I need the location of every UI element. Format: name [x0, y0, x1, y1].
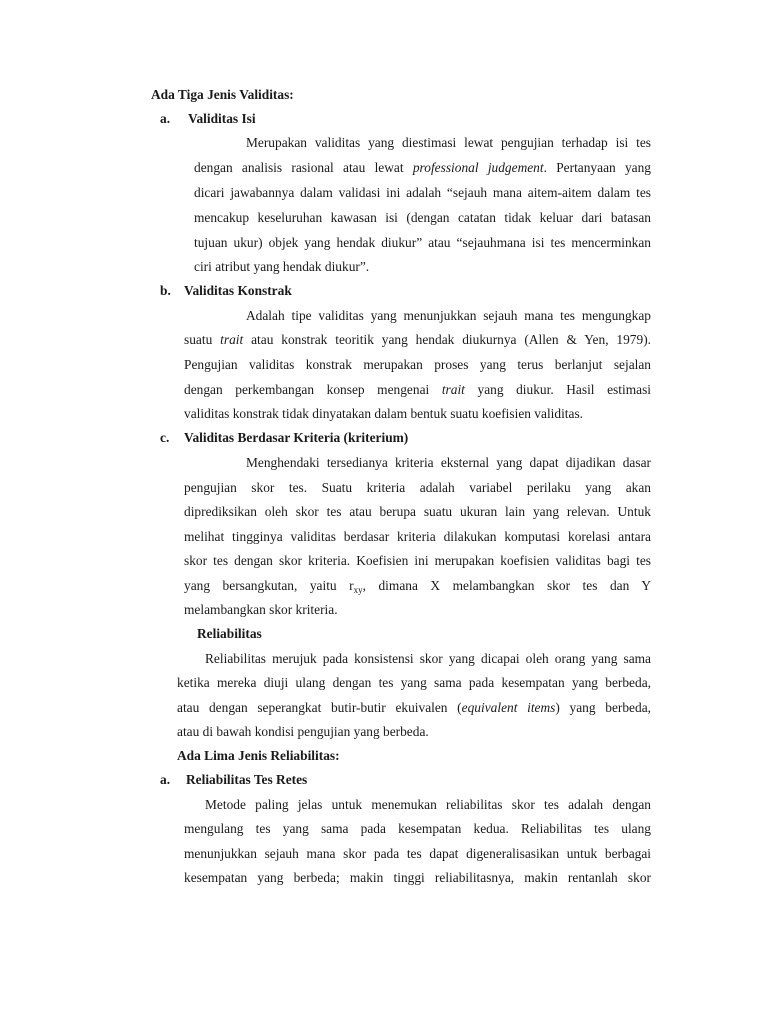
list-letter-a: a.	[160, 772, 171, 787]
paragraph-line: pengujian skor tes. Suatu kriteria adalah variabel perilaku yang akan	[184, 480, 651, 495]
paragraph-line: dicari jawabannya dalam validasi ini adalah “sejauh mana aitem-aitem dalam tes	[194, 185, 651, 200]
paragraph-line: melambangkan skor kriteria.	[184, 602, 338, 617]
paragraph-line: validitas konstrak tidak dinyatakan dalam bentuk suatu koefisien validitas.	[184, 406, 584, 421]
paragraph-line: Pengujian validitas konstrak merupakan proses yang terus berlanjut sejalan	[184, 357, 651, 372]
heading-jenis-validitas: Ada Tiga Jenis Validitas:	[151, 87, 294, 102]
paragraph-line: Reliabilitas merujuk pada konsistensi skor yang dicapai oleh orang yang sama	[205, 651, 651, 666]
paragraph-line: menunjukkan sejauh mana skor pada tes dapat digeneralisasikan untuk berbagai	[184, 846, 651, 861]
paragraph-line: mengulang tes yang sama pada kesempatan kedua. Reliabilitas tes ulang	[184, 821, 651, 836]
paragraph-line: ciri atribut yang hendak diukur”.	[194, 259, 370, 274]
paragraph-line: suatu trait atau konstrak teoritik yang hendak diukurnya (Allen & Yen, 1979).	[184, 332, 651, 347]
section-title-validitas-konstrak: Validitas Konstrak	[184, 283, 292, 298]
paragraph-line: melihat tingginya validitas berdasar kriteria dilakukan komputasi korelasi antara	[184, 529, 651, 544]
paragraph-line: skor tes dengan skor kriteria. Koefisien ini merupakan koefisien validitas bagi tes	[184, 553, 651, 568]
paragraph-line: dengan analisis rasional atau lewat professional judgement. Pertanyaan yang	[194, 160, 651, 175]
section-title-reliabilitas: Reliabilitas	[197, 626, 262, 641]
paragraph-line: atau di bawah kondisi pengujian yang berbeda.	[177, 724, 429, 739]
paragraph-line: diprediksikan oleh skor tes atau berupa suatu ukuran lain yang relevan. Untuk	[184, 504, 651, 519]
list-letter-b: b.	[160, 283, 171, 298]
paragraph-line: tujuan ukur) objek yang hendak diukur” atau “sejauhmana isi tes mencerminkan	[194, 235, 651, 250]
paragraph-line: Menghendaki tersedianya kriteria eksternal yang dapat dijadikan dasar	[246, 455, 651, 470]
paragraph-line: mencakup keseluruhan kawasan isi (dengan catatan tidak keluar dari batasan	[194, 210, 651, 225]
subscript-xy: xy	[353, 585, 363, 595]
paragraph-line: atau dengan seperangkat butir-butir ekuivalen (equivalent items) yang berbeda,	[177, 700, 651, 715]
paragraph-line: yang bersangkutan, yaitu $r_{xy}$, dimana X melambangkan skor tes dan Y	[184, 578, 651, 595]
paragraph-line: Merupakan validitas yang diestimasi lewat pengujian terhadap isi tes	[246, 135, 651, 150]
paragraph-line: Metode paling jelas untuk menemukan reliabilitas skor tes adalah dengan	[205, 797, 651, 812]
paragraph-line: Adalah tipe validitas yang menunjukkan sejauh mana tes mengungkap	[246, 308, 651, 323]
paragraph-line: kesempatan yang berbeda; makin tinggi reliabilitasnya, makin rentanlah skor	[184, 870, 651, 885]
section-title-validitas-kriteria: Validitas Berdasar Kriteria (kriterium)	[184, 430, 409, 445]
heading-jenis-reliabilitas: Ada Lima Jenis Reliabilitas:	[177, 748, 340, 763]
section-title-validitas-isi: Validitas Isi	[188, 111, 256, 126]
list-letter-a: a.	[160, 111, 171, 126]
paragraph-line: dengan perkembangan konsep mengenai trait yang diukur. Hasil estimasi	[184, 382, 651, 397]
list-letter-c: c.	[160, 430, 170, 445]
paragraph-line: ketika mereka diuji ulang dengan tes yang sama pada kesempatan yang berbeda,	[177, 675, 651, 690]
section-title-reliabilitas-tes-retes: Reliabilitas Tes Retes	[186, 772, 308, 787]
